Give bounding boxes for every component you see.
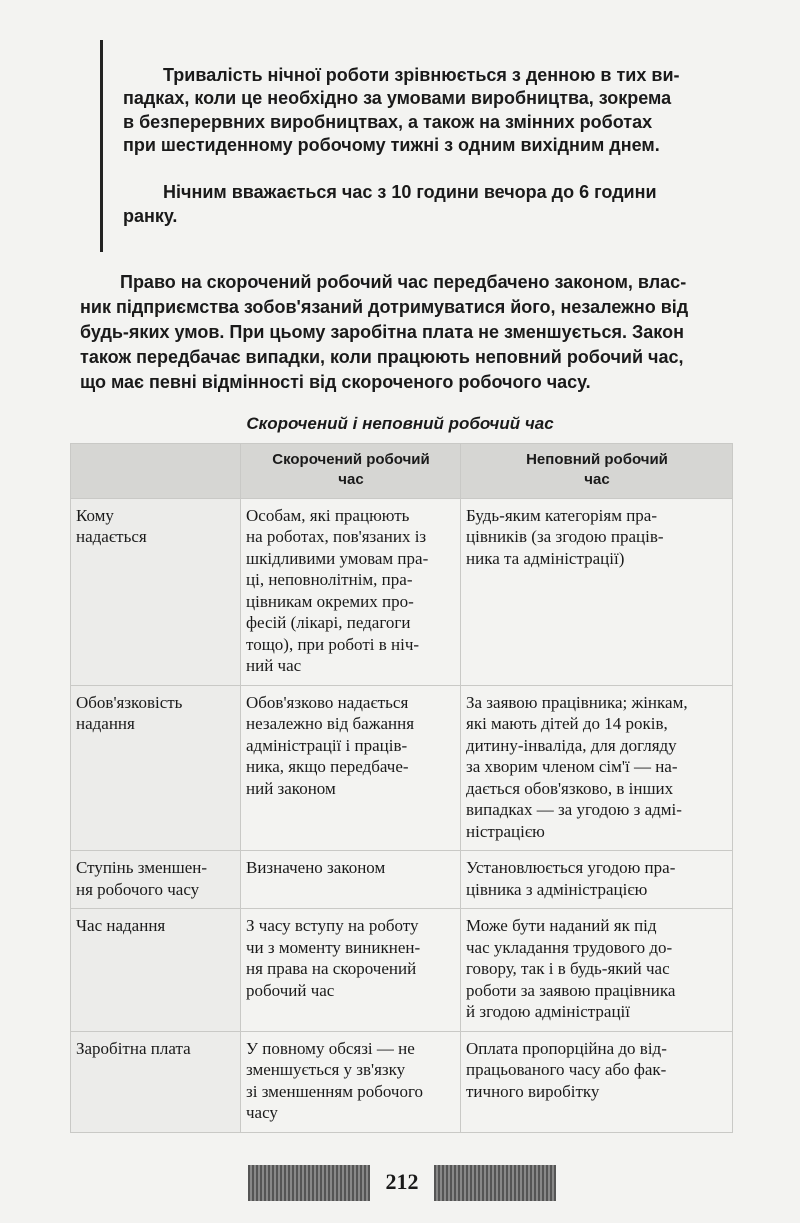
table-cell: Оплата пропорційна до від- працьованого часу або фак- тичного виробітку	[461, 1031, 733, 1132]
table-cell: Обов'язково надається незалежно від бажання адміністрації і праців- ника, якщо передбаче- ний законом	[241, 685, 461, 851]
note-paragraph-2: Нічним вважається час з 10 години вечора до 6 години ранку.	[123, 182, 657, 226]
table-cell: У повному обсязі — не зменшується у зв'язку зі зменшенням робочого часу	[241, 1031, 461, 1132]
table-cell: Будь-яким категоріям пра- цівників (за згодою праців- ника та адміністрації)	[461, 498, 733, 685]
page-footer	[0, 1163, 800, 1203]
row-label: Заробітна плата	[71, 1031, 241, 1132]
body-paragraph	[80, 270, 750, 395]
table-title: Скорочений і неповний робочий час	[246, 413, 554, 433]
comparison-table	[70, 443, 733, 1133]
table-row	[71, 685, 733, 851]
table-row	[71, 909, 733, 1032]
page-number: 212	[385, 1168, 419, 1194]
row-label: Кому надається	[71, 498, 241, 685]
decorative-bar-right	[434, 1165, 556, 1201]
bold-term: неповний	[474, 346, 562, 367]
row-label: Час надання	[71, 909, 241, 1032]
decorative-bar-left	[248, 1165, 370, 1201]
header-cell	[71, 443, 241, 498]
row-label: Ступінь зменшен- ня робочого часу	[71, 851, 241, 909]
table-cell: Особам, які працюють на роботах, пов'язаних із шкідливими умовам пра- ці, неповнолітнім, пра- цівникам окремих про- фесій (лікарі, педагоги тощо), при роботі в ніч- ний час	[241, 498, 461, 685]
table-cell: Може бути наданий як під час укладання трудового до- говору, так і в будь-який час роботи за заявою працівника й згодою адміністрації	[461, 909, 733, 1032]
table-cell: Установлюється угодою пра- цівника з адміністрацією	[461, 851, 733, 909]
paragraph-text-end: робочий час, що має певні відмінності від скороченого робочого часу.	[80, 346, 684, 392]
highlighted-note	[100, 40, 763, 252]
table-header-row	[71, 443, 733, 498]
table-cell: За заявою працівника; жінкам, які мають дітей до 14 років, дитину-інваліда, для догляду за хворим членом сім'ї — на- дається обов'язково, в інших випадках — за угодою з адмі- ністрацією	[461, 685, 733, 851]
table-cell: З часу вступу на роботу чи з моменту виникнен- ня права на скорочений робочий час	[241, 909, 461, 1032]
note-paragraph-1: Тривалість нічної роботи зрівнюється з денною в тих ви- падках, коли це необхідно за умовами виробництва, зокрема в безперервних виробництвах, а також на змінних роботах при шестиденному робочому тижні з одним вихідним днем.	[123, 64, 680, 155]
table-cell: Визначено законом	[241, 851, 461, 909]
paragraph-text: Право на скорочений робочий час передбачено законом, влас- ник підприємства зобов'язаний дотримуватися його, незалежно від будь-яких умов. При цьому заробітна плата не зменшується. Закон також передбачає випадки, коли працюють	[80, 271, 689, 367]
header-cell: Неповний робочий час	[461, 443, 733, 498]
row-label: Обов'язковість надання	[71, 685, 241, 851]
table-row	[71, 851, 733, 909]
table-row	[71, 1031, 733, 1132]
header-cell: Скорочений робочий час	[241, 443, 461, 498]
table-row	[71, 498, 733, 685]
